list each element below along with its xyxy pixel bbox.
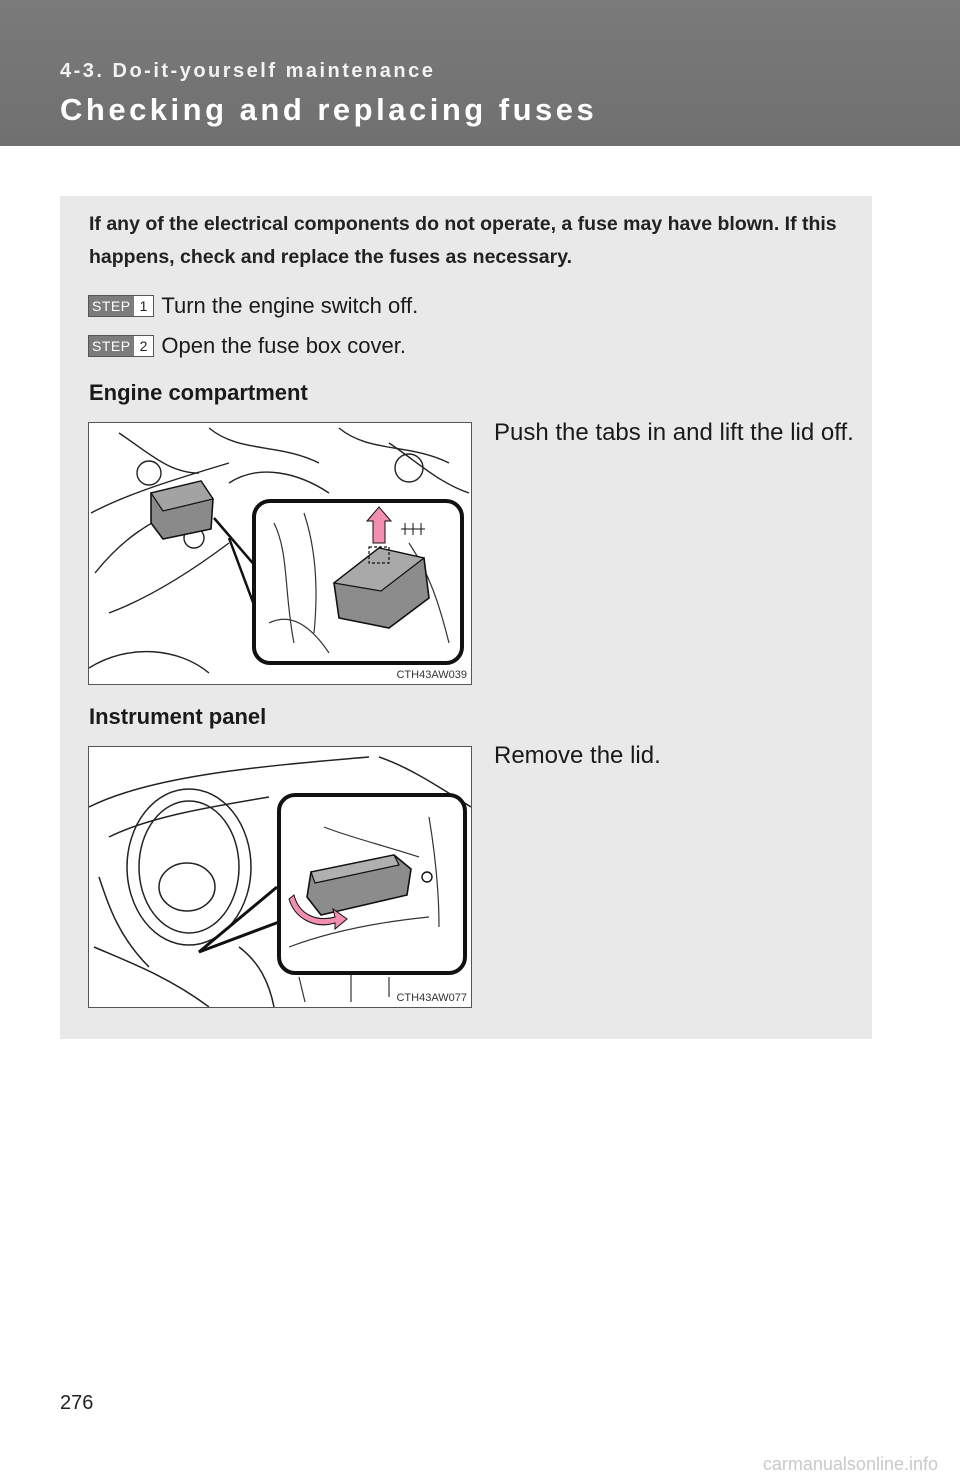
page-number: 276 [60,1392,94,1414]
step-text: Open the fuse box cover. [161,333,406,358]
section-heading-instrument: Instrument panel [89,704,267,729]
caption-instrument: Remove the lid. [494,742,661,769]
step-1 [88,292,418,320]
page-header [0,0,960,146]
page-title: Checking and replacing fuses [60,92,598,127]
instrument-panel-drawing [89,747,471,1007]
figure-code: CTH43AW077 [396,992,467,1004]
instrument-panel-fuse-box-illustration [88,746,472,1008]
watermark: carmanualsonline.info [762,1454,938,1474]
step-badge: STEP 2 [88,335,154,357]
figure-code: CTH43AW039 [396,669,467,681]
section-label: 4-3. Do-it-yourself maintenance [60,60,436,82]
engine-fuse-box-illustration [88,422,472,685]
step-text: Turn the engine switch off. [161,293,419,318]
engine-compartment-drawing [89,423,471,684]
section-heading-engine: Engine compartment [89,380,308,405]
step-2 [88,332,406,360]
caption-engine: Push the tabs in and lift the lid off. [494,419,854,446]
intro-text: If any of the electrical components do not operate, a fuse may have blown. If this happens, check and replace the fuses as necessary. [89,213,837,268]
step-badge: STEP 1 [88,295,154,317]
